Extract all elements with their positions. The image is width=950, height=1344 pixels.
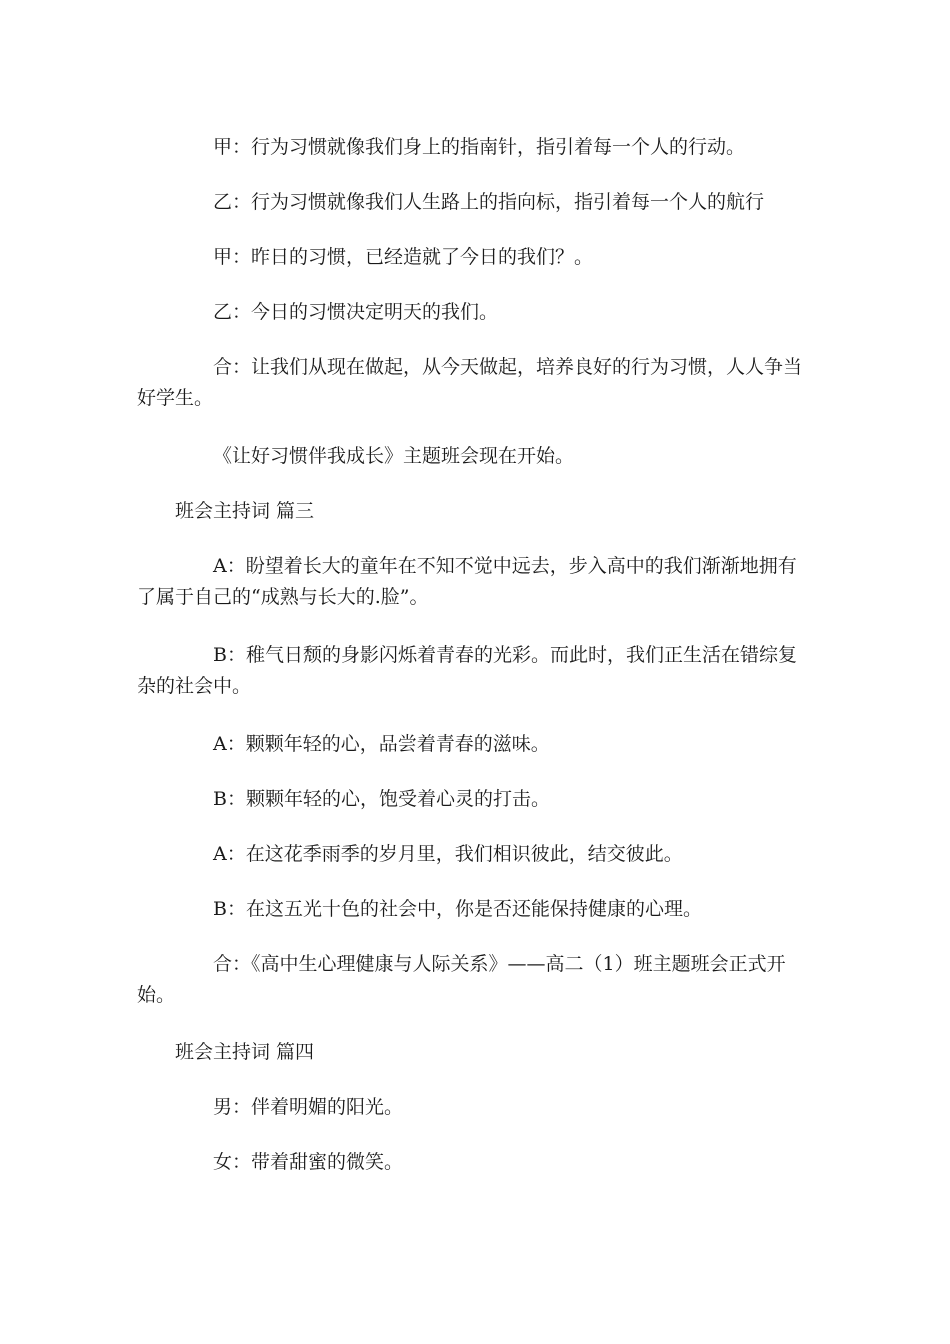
paragraph: 女：带着甜蜜的微笑。 (213, 1151, 404, 1173)
paragraph: A：颗颗年轻的心，品尝着青春的滋味。 (213, 733, 550, 755)
section-heading: 班会主持词 篇四 (175, 1041, 315, 1063)
paragraph: 合：《高中生心理健康与人际关系》——高二（1）班主题班会正式开始。 (137, 953, 786, 1006)
paragraph: A：在这花季雨季的岁月里，我们相识彼此，结交彼此。 (213, 843, 683, 865)
section-heading: 班会主持词 篇三 (175, 500, 315, 522)
paragraph: B：在这五光十色的社会中，你是否还能保持健康的心理。 (213, 898, 702, 920)
paragraph: 甲：行为习惯就像我们身上的指南针，指引着每一个人的行动。 (213, 136, 746, 158)
paragraph: 《让好习惯伴我成长》主题班会现在开始。 (213, 445, 575, 467)
paragraph: 合：让我们从现在做起，从今天做起，培养良好的行为习惯，人人争当好学生。 (137, 356, 803, 409)
paragraph: 男：伴着明媚的阳光。 (213, 1096, 404, 1118)
paragraph: 乙：行为习惯就像我们人生路上的指向标，指引着每一个人的航行 (213, 191, 765, 213)
paragraph: B：稚气日颓的身影闪烁着青春的光彩。而此时，我们正生活在错综复杂的社会中。 (137, 644, 797, 697)
paragraph: 乙：今日的习惯决定明天的我们。 (213, 301, 499, 323)
paragraph: A：盼望着长大的童年在不知不觉中远去，步入高中的我们渐渐地拥有了属于自己的“成熟与长大的.脸”。 (137, 555, 797, 608)
paragraph: 甲：昨日的习惯，已经造就了今日的我们？。 (213, 246, 594, 268)
paragraph: B：颗颗年轻的心，饱受着心灵的打击。 (213, 788, 550, 810)
